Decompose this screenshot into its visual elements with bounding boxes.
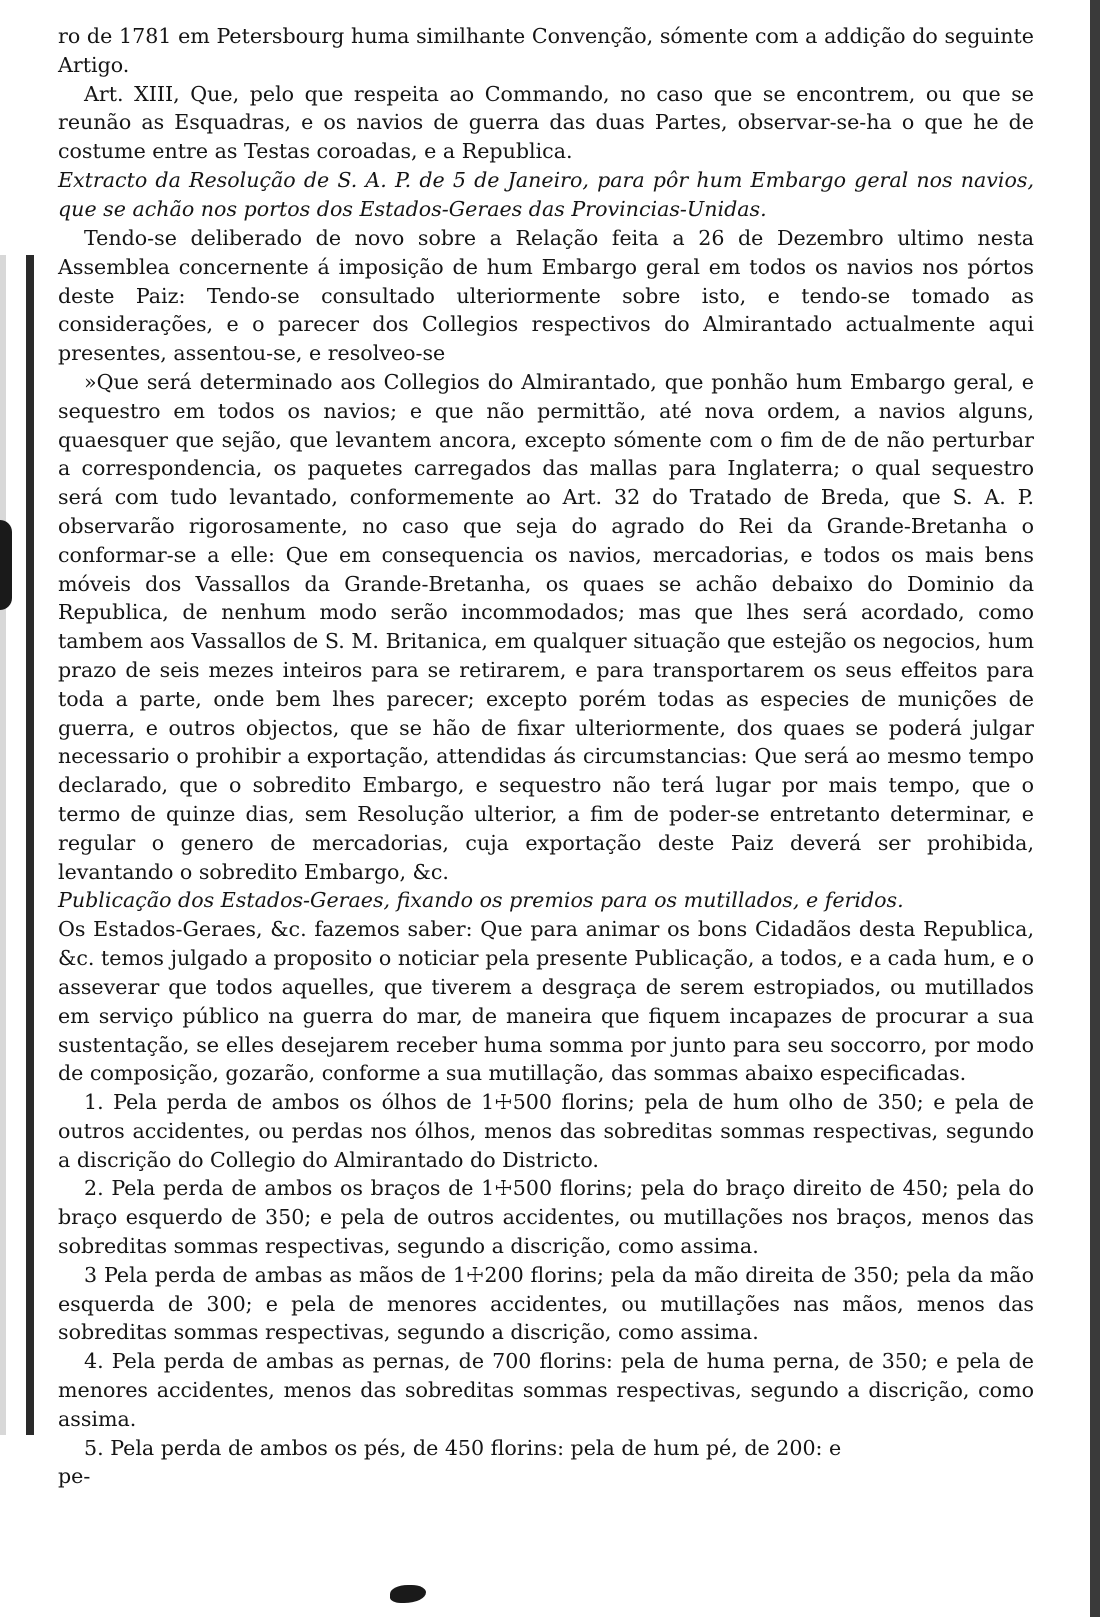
paragraph-continuation: ro de 1781 em Petersbourg huma similhante Convenção, sómente com a addição do seguinte Artigo. xyxy=(58,24,1034,77)
document-page xyxy=(58,22,1034,1491)
item-2-arms: 2. Pela perda de ambos os braços de 1☩500 florins; pela do braço direito de 450; pela do braço esquerdo de 350; e pela de outros accidentes, ou mutillações nos braços, menos das sobreditas sommas respectivas, segundo a discrição, como assima. xyxy=(58,1176,1034,1259)
scan-binding-mark xyxy=(0,520,12,610)
scan-right-edge xyxy=(1082,0,1100,1617)
scan-left-edge xyxy=(0,255,34,1435)
ink-blot xyxy=(390,1585,426,1603)
publication-body: Os Estados-Geraes, &c. fazemos saber: Que para animar os bons Cidadãos desta Republica, &c. temos julgado a proposito o noticiar pela presente Publicação, a todos, e a cada hum, e o asseverar que todos aquelles, que tiverem a desgraça de serem estropiados, ou mutillados em serviço público na guerra do mar, de maneira que fiquem incapazes de procurar a sua sustentação, se elles desejarem receber huma somma por junto para seu soccorro, por modo de composição, gozarão, conforme a sua mutillação, das sommas abaixo especificadas. xyxy=(58,917,1034,1086)
item-3-hands: 3 Pela perda de ambas as mãos de 1☩200 florins; pela da mão direita de 350; pela da mão esquerda de 300; e pela de menores accidentes, ou mutillações nas mãos, menos das sobreditas sommas respectivas, segundo a discrição, como assima. xyxy=(58,1262,1034,1345)
resolution-preamble: Tendo-se deliberado de novo sobre a Relação feita a 26 de Dezembro ultimo nesta Assemblea concernente á imposição de hum Embargo geral em todos os navios nos pórtos deste Paiz: Tendo-se consultado ulteriormente sobre isto, e tendo-se tomado as considerações, e o parecer dos Collegios respectivos do Almirantado actualmente aqui presentes, assentou-se, e resolveo-se xyxy=(58,225,1034,366)
item-5-feet: 5. Pela perda de ambos os pés, de 450 florins: pela de hum pé, de 200: e xyxy=(84,1435,842,1460)
item-1-eyes: 1. Pela perda de ambos os ólhos de 1☩500 florins; pela de hum olho de 350; e pela de outros accidentes, ou perdas nos ólhos, menos das sobreditas sommas respectivas, segundo a discrição do Collegio do Almirantado do Districto. xyxy=(58,1090,1034,1172)
catchword: pe- xyxy=(58,1464,91,1489)
item-4-legs: 4. Pela perda de ambas as pernas, de 700 florins: pela de huma perna, de 350; e pela de menores accidentes, menos das sobreditas sommas respectivas, segundo a discrição, como assima. xyxy=(58,1349,1034,1431)
publication-heading: Publicação dos Estados-Geraes, fixando os premios para os mutillados, e feridos. xyxy=(58,888,904,913)
resolution-body: »Que será determinado aos Collegios do Almirantado, que ponhão hum Embargo geral, e sequestro em todos os navios; e que não permittão, até nova ordem, a navios alguns, quaesquer que sejão, que levantem ancora, excepto sómente com o fim de de não perturbar a correspondencia, os paquetes carregados das mallas para Inglaterra; o qual sequestro será com tudo levantado, conformemente ao Art. 32 do Tratado de Breda, que S. A. P. observarão rigorosamente, no caso que seja do agrado do Rei da Grande-Bretanha o conformar-se a elle: Que em consequencia os navios, mercadorias, e todos os mais bens móveis dos Vassallos da Grande-Bretanha, os quaes se achão debaixo do Dominio da Republica, de nenhum modo serão incommodados; mas que lhes será acordado, como tambem aos Vassallos de S. M. Britanica, em qualquer situação que estejão os negocios, hum prazo de seis mezes inteiros para se retirarem, e para transportarem os seus effeitos para toda a parte, onde bem lhes parecer; excepto porém todas as especies de munições de guerra, e outros objectos, que se hão de fixar ulteriormente, dos quaes se poderá julgar necessario o prohibir a exportação, attendidas ás circumstancias: Que será ao mesmo tempo declarado, que o sobredito Embargo, e sequestro não terá lugar por mais tempo, que o termo de quinze dias, sem Resolução ulterior, a fim de poder-se entretanto determinar, e regular o genero de mercadorias, cuja exportação deste Paiz deverá ser prohibida, levantando o sobredito Embargo, &c. xyxy=(58,369,1034,884)
extract-heading: Extracto da Resolução de S. A. P. de 5 de Janeiro, para pôr hum Embargo geral nos navios, que se achão nos portos dos Estados-Geraes das Provincias-Unidas. xyxy=(58,167,1034,221)
article-xiii: Art. XIII, Que, pelo que respeita ao Commando, no caso que se encontrem, ou que se reunão as Esquadras, e os navios de guerra das duas Partes, observar-se-ha o que he de costume entre as Testas coroadas, e a Republica. xyxy=(58,81,1034,164)
